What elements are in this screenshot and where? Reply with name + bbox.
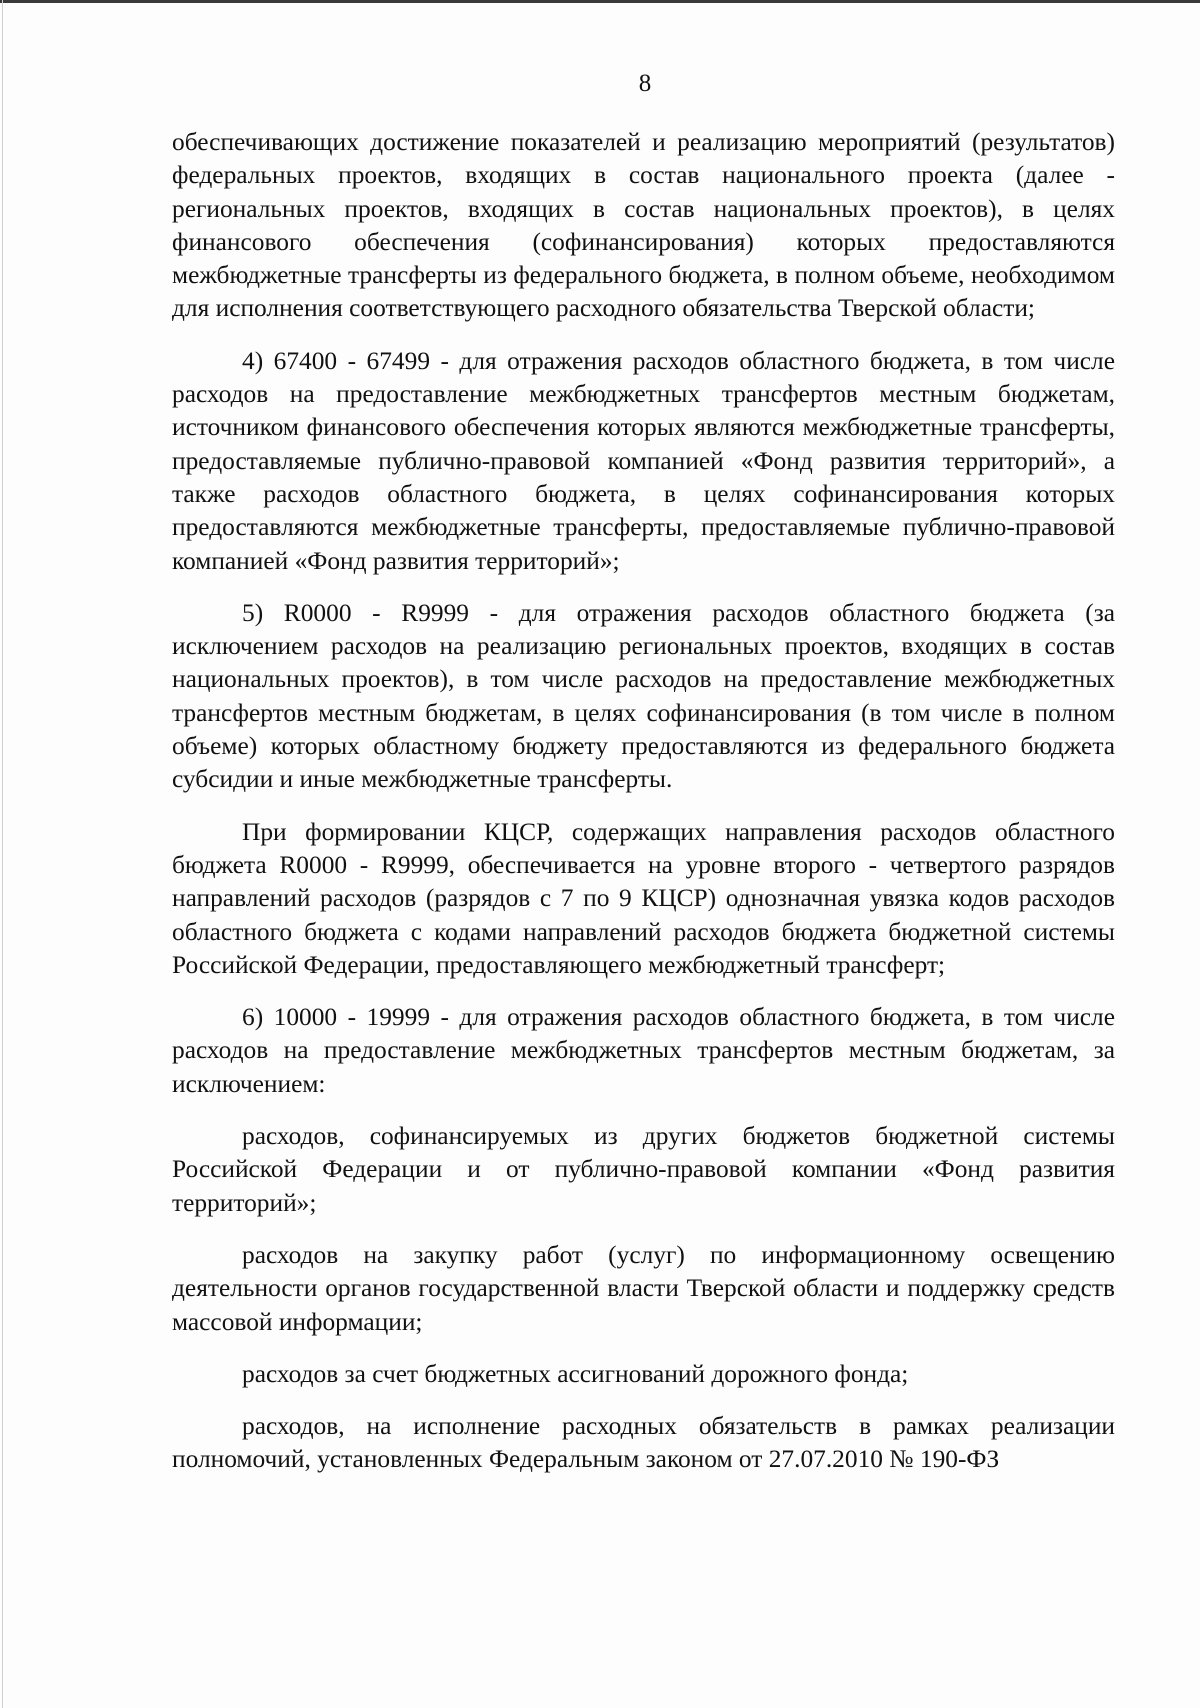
page-number: 8 xyxy=(638,70,652,97)
scan-top-edge xyxy=(0,0,1200,3)
paragraph-item-6: 6) 10000 - 19999 - для отражения расходов областного бюджета, в том числе расходов на предоставление межбюджетных трансфертов местным бюджетам, за исключением: xyxy=(172,1003,1115,1098)
document-body xyxy=(172,126,1115,1477)
paragraph-kcsr-formation: При формировании КЦСР, содержащих направления расходов областного бюджета R0000 - R9999, обеспечивается на уровне второго - четвертого разрядов направлений расходов (разрядов с 7 по 9 КЦСР) однозначная увязка кодов расходов областного бюджета с кодами направлений расходов бюджета бюджетной системы Российской Федерации, предоставляющего межбюджетный трансферт; xyxy=(172,817,1115,979)
paragraph-item-4: 4) 67400 - 67499 - для отражения расходов областного бюджета, в том числе расходов на предоставление межбюджетных трансфертов местным бюджетам, источником финансового обеспечения которых являются межбюджетные трансферты, предоставляемые публично-правовой компанией «Фонд развития территорий», а также расходов областного бюджета, в целях софинансирования которых предоставляются межбюджетные трансферты, предоставляемые публично-правовой компанией «Фонд развития территорий»; xyxy=(172,346,1115,575)
paragraph-exception-road-fund: расходов за счет бюджетных ассигнований дорожного фонда; xyxy=(242,1359,909,1388)
paragraph-exception-media: расходов на закупку работ (услуг) по информационному освещению деятельности органов государственной власти Тверской области и поддержку средств массовой информации; xyxy=(172,1240,1115,1336)
paragraph-exception-law-190: расходов, на исполнение расходных обязательств в рамках реализации полномочий, установленных Федеральным законом от 27.07.2010 № 190-ФЗ xyxy=(172,1412,1115,1474)
scan-left-edge xyxy=(2,0,3,1708)
paragraph-1: обеспечивающих достижение показателей и реализацию мероприятий (результатов) федеральных проектов, входящих в состав национального проекта (далее - региональных проектов, входящих в состав национальных проектов), в целях финансового обеспечения (софинансирования) которых предоставляются межбюджетные трансферты из федерального бюджета, в полном объеме, необходимом для исполнения соответствующего расходного обязательства Тверской области; xyxy=(172,128,1115,323)
paragraph-exception-cofinanced: расходов, софинансируемых из других бюджетов бюджетной системы Российской Федерации и от публично-правовой компании «Фонд развития территорий»; xyxy=(172,1122,1115,1217)
paragraph-item-5: 5) R0000 - R9999 - для отражения расходов областного бюджета (за исключением расходов на реализацию региональных проектов, входящих в состав национальных проектов), в том числе расходов на предоставление межбюджетных трансфертов местным бюджетам, в целях софинансирования (в том числе в полном объеме) которых областному бюджету предоставляются из федерального бюджета субсидии и иные межбюджетные трансферты. xyxy=(172,598,1115,794)
